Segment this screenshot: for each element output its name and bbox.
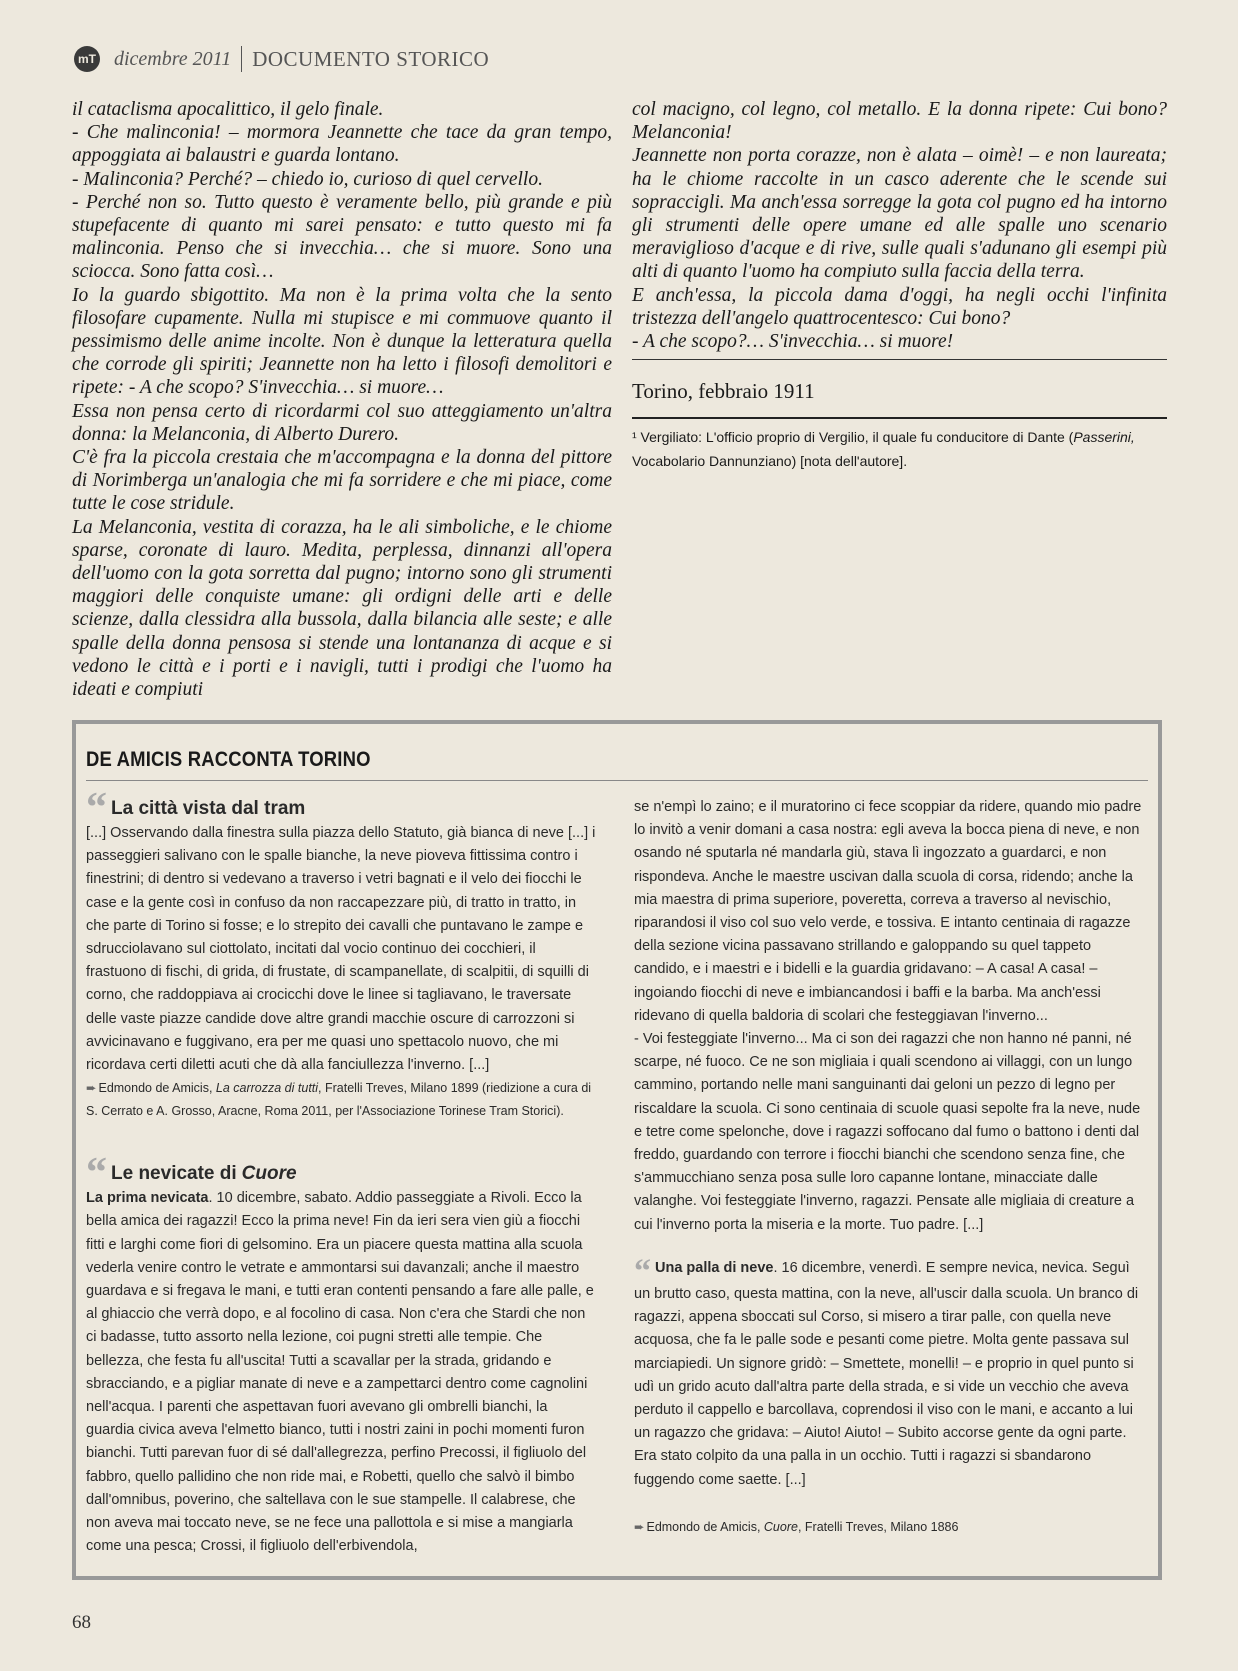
quote-mark-icon: “	[86, 785, 107, 831]
paragraph: Io la guardo sbigottito. Ma non è la prima volta che la sento filosofare cupamente. Nulla mi stupisce e mi commuove quanto il pessimismo delle anime incolte. Non è dunque la letteratura quella che corrode gli spiriti; Jeannette non ha letto i filosofi demolitori e ripete: - A che scopo? S'invecchia… si muore…	[72, 284, 612, 399]
article-title-italic: Cuore	[241, 1163, 297, 1185]
citation-text: Edmondo de Amicis,	[646, 1519, 764, 1534]
sidebar-box	[72, 720, 1162, 1580]
quote-mark-icon: “	[634, 1252, 651, 1290]
paragraph: Essa non pensa certo di ricordarmi col suo atteggiamento un'altra donna: la Melanconia, di Alberto Durero.	[72, 400, 612, 445]
page-header	[74, 44, 489, 74]
article-title	[86, 1150, 598, 1197]
paragraph: Jeannette non porta corazze, non è alata – oimè! – e non laureata; ha le chiome raccolte in un casco aderente che le scende sui sopraccigli. Ma anch'essa sorregge la gota col pugno ed ha intorno gli strumenti delle opere umane ed alle spalle uno scenario meraviglioso d'acque e di rive, sulle quali s'adunano gli esempi più alti di quanto l'uomo ha compiuto sulla faccia della terra.	[632, 145, 1167, 283]
paragraph: - A che scopo?… S'invecchia… si muore!	[632, 331, 954, 353]
footnote-text: ¹ Vergiliato: L'officio proprio di Vergilio, il quale fu conducitore di Dante (	[632, 429, 1074, 446]
quote-mark-icon: “	[86, 1150, 107, 1197]
citation-text-end: , Fratelli Treves, Milano 1886	[797, 1519, 959, 1534]
footnote-text-end: Vocabolario Dannunziano) [nota dell'autore].	[632, 453, 908, 470]
paragraph: C'è fra la piccola crestaia che m'accompagna e la donna del pittore di Norimberga un'analogia che mi fa sorridere e che mi piace, come tutte le cose stridule.	[72, 447, 612, 515]
sign-off: Torino, febbraio 1911	[632, 379, 815, 404]
article-title	[86, 785, 598, 831]
article-body: se n'empì lo zaino; e il muratorino ci fece scoppiar da ridere, quando mio padre lo invitò a venir domani a casa nostra: egli aveva la bocca piena di neve, e non osando né sputarla né mandarla giù, stava lì ingozzato a guardarci, e non rispondeva. Anche le maestre uscivan dalla scuola di corsa, ridendo; anche la mia maestra di prima superiore, poveretta, correva a traverso al nevischio, riparandosi il viso col suo velo verde, e tossiva. E intanto centinaia di ragazze della sezione vicina passavano strillando e galoppando su quel tappeto candido, e i maestri e i bidelli e la guardia gridavano: – A casa! A casa! – ingoiando fiocchi di neve e imbiancandosi i baffi e la barba. Ma anch'essi ridevano di quella baldoria di scolari che festeggiavan l'inverno...	[634, 799, 1142, 1024]
article-column-left	[72, 98, 612, 701]
lead-in: La prima nevicata	[86, 1190, 209, 1207]
citation-text-end: , Fratelli Treves, Milano 1899 (riedizione a cura di S. Cerrato e A. Grosso, Aracne, Roma 2011, per l'Associazione Torinese Tram Storici).	[86, 1081, 592, 1119]
box-title-rule	[86, 780, 1148, 781]
article-body-text: . 10 dicembre, sabato. Addio passeggiate a Rivoli. Ecco la bella amica dei ragazzi! Ecco la prima neve! Fin da ieri sera vien giù a fiocchi fitti e larghi come fiori di gelsomino. Era un piacere questa mattina alla scuola vederla venire contro le vetrate e ammontarsi sui davanzali; anche il maestro guardava e si fregava le mani, e tutti eran contenti pensando a fare alle palle, e al ghiaccio che verrà dopo, e al focolino di casa. Non c'era che Stardi che non ci badasse, tutto assorto nella lezione, coi pugni stretti alle tempie. Che bellezza, che festa fu all'uscita! Tutti a scavallar per la strada, gridando e sbracciando, e a pigliar manate di neve e a zampettarci dentro come cagnolini nell'acqua. I parenti che aspettavan fuori avevano gli ombrelli bianchi, la guardia civica aveva l'elmetto bianco, tutti i nostri zaini in pochi momenti furon bianchi. Tutti parevan fuor di sé dall'allegrezza, perfino Precossi, il figliuolo del fabbro, quello pallidino che non ride mai, e Robetti, quello che salvò il bimbo dall'omnibus, poverino, che saltellava con le sue stampelle. Il calabrese, che non aveva mai toccato neve, se ne fece una pallottola e si mise a mangiarla come una pesca; Crossi, il figliuolo dell'erbivendola,	[86, 1190, 594, 1555]
footnote-italic: Passerini,	[1073, 429, 1135, 446]
pointing-hand-icon: ➨	[634, 1519, 645, 1534]
issue-date: dicembre 2011	[114, 47, 232, 70]
article-title-text: La città vista dal tram	[111, 797, 306, 819]
paragraph: - Che malinconia! – mormora Jeannette che tace da gran tempo, appoggiata ai balaustri e guarda lontano.	[72, 122, 612, 167]
footnote	[632, 425, 1167, 473]
divider	[632, 359, 1167, 360]
article-body	[634, 1252, 1149, 1492]
paragraph: il cataclisma apocalittico, il gelo finale.	[72, 99, 384, 120]
page-number: 68	[72, 1612, 91, 1633]
paragraph: col macigno, col legno, col metallo. E la donna ripete: Cui bono? Melanconia!	[632, 99, 1167, 144]
magazine-logo: mT	[74, 46, 100, 72]
article-title-text: Le nevicate di	[111, 1163, 237, 1185]
box-title: DE AMICIS RACCONTA TORINO	[86, 748, 371, 771]
article-body: [...] Osservando dalla finestra sulla piazza dello Statuto, già bianca di neve [...] i passeggieri salivano con le spalle bianche, la neve pioveva fittissima contro i finestrini; di dentro si vedevano a traverso i vetri bagnati e il velo dei fiocchi le case e la gente così in confuso da non raccapezzare più, di tratto in tratto, in che parte di Torino si fosse; e lo strepito dei cavalli che puntavano le zampe e sdrucciolavano sul ciottolato, incitati dal vocio continuo dei cocchieri, il frastuono di fischi, di grida, di frustate, di scampanellate, di scalpitii, di squilli di corno, che raddoppiava ai crocicchi dove le linee si tagliavano, le traversate delle vaste piazze candide dove altre grandi macchie oscure di carrozzoni si avvicinavano e fuggivano, era per me quasi uno spettacolo nuovo, che mi ricordava certi diletti acuti che dà alla fanciullezza l'inverno. [...]	[86, 825, 596, 1074]
section-title: DOCUMENTO STORICO	[252, 46, 490, 71]
pointing-hand-icon: ➨	[86, 1081, 97, 1096]
paragraph: - Malinconia? Perché? – chiedo io, curioso di quel cervello.	[72, 168, 543, 190]
article-body-text: . 16 dicembre, venerdì. E sempre nevica, nevica. Seguì un brutto caso, questa mattina, con la neve, all'uscir dalla scuola. Un branco di ragazzi, appena sboccati sul Corso, si misero a tirar palle, con quella neve acquosa, che fa le palle sode e pesanti come pietre. Molta gente passava sul marciapiedi. Un signore gridò: – Smettete, monelli! – e proprio in quel punto si udì un grido acuto dall'altra parte della strada, e si vide un vecchio che aveva perduto il cappello e barcollava, coprendosi il viso con le mani, e accanto a lui un ragazzo che gridava: – Aiuto! Aiuto! – Subito accorse gente da ogni parte. Era stato colpito da una palla in un occhio. Tutti i ragazzi si sbandarono fuggendo come saette. [...]	[634, 1259, 1139, 1488]
article-column-right	[632, 98, 1167, 473]
box-column-right	[634, 796, 1149, 1539]
article-body	[86, 1187, 598, 1558]
citation	[634, 1516, 1149, 1539]
citation-text: Edmondo de Amicis,	[98, 1081, 216, 1096]
citation	[86, 1077, 598, 1123]
paragraph: La Melanconia, vestita di corazza, ha le ali simboliche, e le chiome sparse, coronate di lauro. Medita, perplessa, dinnanzi all'opera dell'uomo con la gota sorretta dal pugno; intorno sono gli strumenti maggiori delle conquiste umane: gli ordigni delle arti e delle scienze, dalla clessidra alla bussola, dalla bilancia alle seste; e alle spalle della donna pensosa si stende una lontananza di acque e si vedono le città e i porti e i navigli, tutti i prodigi che l'uomo ha ideati e compiuti	[72, 516, 612, 701]
box-column-left	[86, 785, 598, 1558]
paragraph: - Perché non so. Tutto questo è veramente bello, più grande e più stupefacente di quanto mi sarei pensato: e tutto questo mi fa malinconia. Penso che si invecchia… che si muore. Sono una sciocca. Sono fatta così…	[72, 191, 612, 283]
paragraph: E anch'essa, la piccola dama d'oggi, ha negli occhi l'infinita tristezza dell'angelo quattrocentesco: Cui bono?	[632, 284, 1167, 329]
citation-book: La carrozza di tutti	[215, 1081, 319, 1096]
lead-in: Una palla di neve	[655, 1259, 774, 1276]
header-divider	[241, 46, 242, 72]
citation-book: Cuore	[763, 1519, 798, 1534]
footnote-divider	[632, 417, 1167, 419]
article-body: - Voi festeggiate l'inverno... Ma ci son dei ragazzi che non hanno né panni, né scarpe, né fuoco. Ce ne son migliaia i quali scendono ai villaggi, con un lungo cammino, portando nelle mani sanguinanti dai geloni un pezzo di legno per riscaldare la scuola. Ci sono centinaia di scuole quasi sepolte fra la neve, nude e tetre come spelonche, dove i ragazzi soffocano dal fumo o battono i denti dal freddo, guardando con terrore i fiocchi bianchi che scendono senza fine, che s'ammucchiano senza posa sulle loro capanne lontane, minacciate dalle valanghe. Voi festeggiate l'inverno, ragazzi. Pensate alle migliaia di creature a cui l'inverno porta la miseria e la morte. Tuo padre. [...]	[634, 1031, 1141, 1233]
